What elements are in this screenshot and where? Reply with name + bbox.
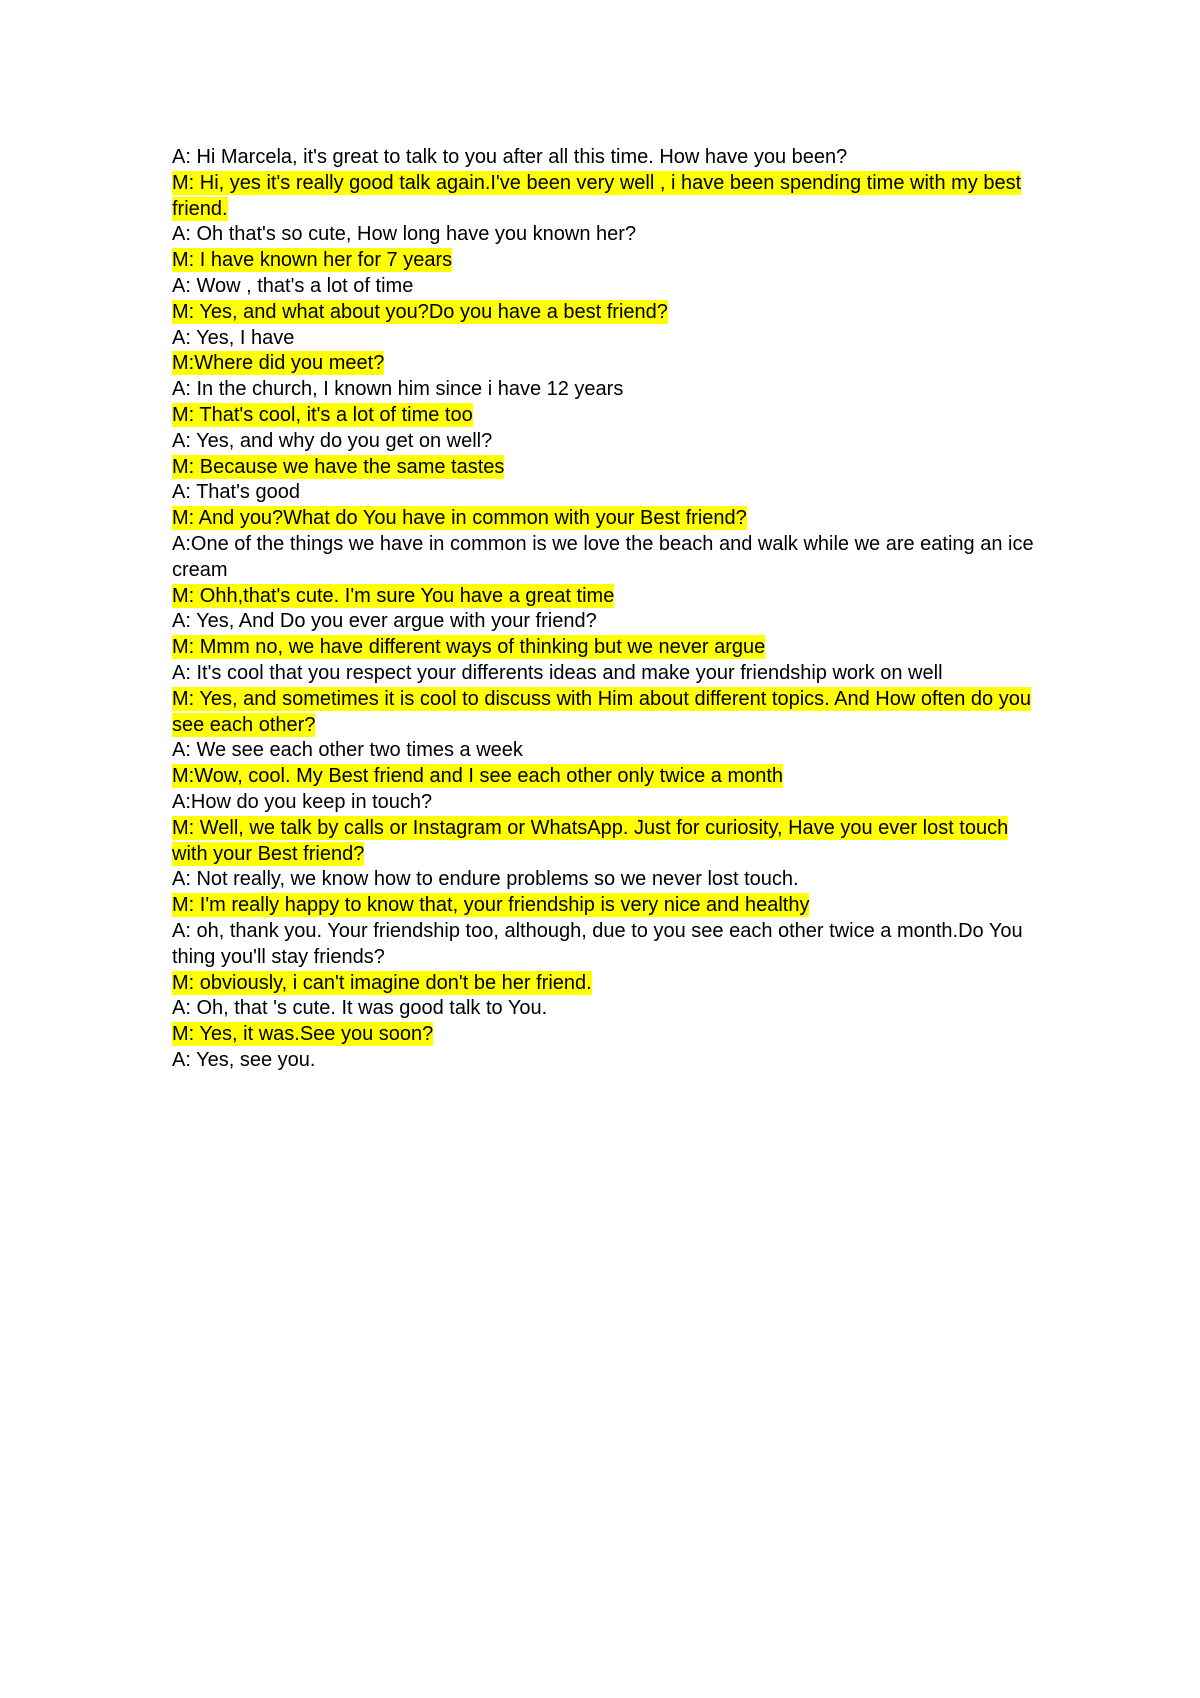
dialogue-line-highlighted <box>172 351 1042 377</box>
dialogue-line-text: A: Oh that's so cute, How long have you known her? <box>172 223 637 246</box>
dialogue-line <box>172 919 1042 971</box>
dialogue-line-text: M: Because we have the same tastes <box>172 455 505 478</box>
dialogue-line <box>172 867 1042 893</box>
dialogue-line-text: M: Mmm no, we have different ways of thinking but we never argue <box>172 636 766 659</box>
dialogue-line-highlighted <box>172 1022 1042 1048</box>
dialogue-transcript <box>172 145 1042 1074</box>
dialogue-line-highlighted <box>172 635 1042 661</box>
dialogue-line-text: A: Oh, that 's cute. It was good talk to You. <box>172 997 548 1020</box>
dialogue-line <box>172 661 1042 687</box>
dialogue-line-highlighted <box>172 584 1042 610</box>
dialogue-line-highlighted <box>172 506 1042 532</box>
dialogue-line-text: M: That's cool, it's a lot of time too <box>172 403 473 426</box>
dialogue-line <box>172 790 1042 816</box>
dialogue-line-highlighted <box>172 455 1042 481</box>
dialogue-line-text: A: Not really, we know how to endure problems so we never lost touch. <box>172 868 799 891</box>
dialogue-line-text: M: obviously, i can't imagine don't be her friend. <box>172 971 592 994</box>
dialogue-line-highlighted <box>172 971 1042 997</box>
dialogue-line-text: A: Wow , that's a lot of time <box>172 274 414 297</box>
dialogue-line-highlighted <box>172 403 1042 429</box>
dialogue-line-text: A: Yes, and why do you get on well? <box>172 429 493 452</box>
dialogue-line <box>172 274 1042 300</box>
dialogue-line <box>172 480 1042 506</box>
dialogue-line <box>172 222 1042 248</box>
dialogue-line-text: A: It's cool that you respect your differents ideas and make your friendship work on well <box>172 661 943 684</box>
dialogue-line <box>172 996 1042 1022</box>
dialogue-line-text: M: Yes, it was.See you soon? <box>172 1023 434 1046</box>
dialogue-line-highlighted <box>172 248 1042 274</box>
dialogue-line-text: A: We see each other two times a week <box>172 739 523 762</box>
dialogue-line-text: M: I'm really happy to know that, your friendship is very nice and healthy <box>172 894 810 917</box>
dialogue-line <box>172 377 1042 403</box>
dialogue-line-text: M: I have known her for 7 years <box>172 249 453 272</box>
dialogue-line-text: A: Yes, I have <box>172 326 295 349</box>
dialogue-line-highlighted <box>172 764 1042 790</box>
dialogue-line-text: A: That's good <box>172 481 300 504</box>
dialogue-line-highlighted <box>172 687 1042 739</box>
dialogue-line-text: M: Well, we talk by calls or Instagram or WhatsApp. Just for curiosity, Have you ever lost touch with your Best friend? <box>172 816 1009 865</box>
dialogue-line-highlighted <box>172 300 1042 326</box>
dialogue-line-text: A: oh, thank you. Your friendship too, although, due to you see each other twice a month.Do You thing you'll stay friends? <box>172 919 1023 968</box>
dialogue-line-text: M: Yes, and what about you?Do you have a best friend? <box>172 300 668 323</box>
dialogue-line-text: A: Yes, see you. <box>172 1048 316 1071</box>
dialogue-line-text: A: Yes, And Do you ever argue with your friend? <box>172 610 597 633</box>
dialogue-line <box>172 1048 1042 1074</box>
dialogue-line <box>172 326 1042 352</box>
dialogue-line <box>172 609 1042 635</box>
dialogue-line-text: A: In the church, I known him since i have 12 years <box>172 378 624 401</box>
dialogue-line-text: M: Hi, yes it's really good talk again.I've been very well , i have been spending time with my best friend. <box>172 171 1022 220</box>
dialogue-line <box>172 738 1042 764</box>
dialogue-line <box>172 532 1042 584</box>
dialogue-line-highlighted <box>172 893 1042 919</box>
dialogue-line-text: A: Hi Marcela, it's great to talk to you after all this time. How have you been? <box>172 146 848 168</box>
dialogue-line-text: M: And you?What do You have in common with your Best friend? <box>172 507 747 530</box>
dialogue-line-text: M: Ohh,that's cute. I'm sure You have a great time <box>172 584 615 607</box>
dialogue-line-highlighted <box>172 816 1042 868</box>
dialogue-line-text: M:Where did you meet? <box>172 352 385 375</box>
dialogue-line-text: M:Wow, cool. My Best friend and I see each other only twice a month <box>172 765 784 788</box>
dialogue-line-highlighted <box>172 171 1042 223</box>
dialogue-line-text: M: Yes, and sometimes it is cool to discuss with Him about different topics. And How often do you see each other? <box>172 687 1031 736</box>
dialogue-line <box>172 429 1042 455</box>
dialogue-line-text: A:How do you keep in touch? <box>172 790 433 813</box>
dialogue-line <box>172 145 1042 171</box>
dialogue-line-text: A:One of the things we have in common is we love the beach and walk while we are eating an ice cream <box>172 532 1034 581</box>
